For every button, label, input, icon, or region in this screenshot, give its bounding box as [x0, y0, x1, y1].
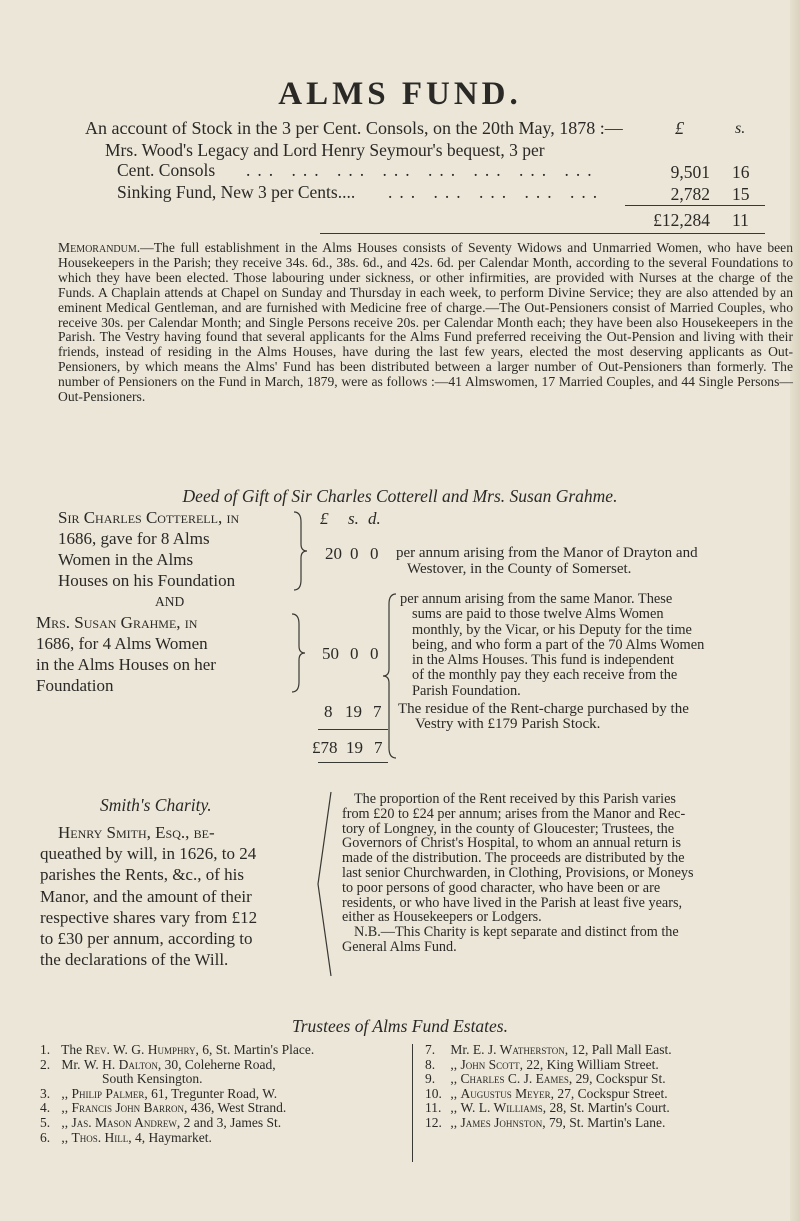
- deed-total-rule: [318, 729, 388, 730]
- mrs-grahme-l3: in the Alms Houses on her: [36, 655, 216, 674]
- smith-left-line: to £30 per annum, according to: [40, 929, 253, 949]
- trustee-item: 1. The Rev. W. G. Humphry, 6, St. Martin's Place.: [40, 1042, 315, 1057]
- sir-charles-pence: 0: [370, 544, 379, 563]
- sir-charles-l2: 1686, gave for 8 Alms: [58, 529, 210, 548]
- mrs-grahme-l4: Foundation: [36, 676, 114, 695]
- dot-leader: ... ... ... ... ... ... ... ...: [246, 160, 599, 180]
- memorandum: [58, 241, 793, 405]
- trustees-right-list: [425, 1043, 795, 1131]
- smith-heading: Smith's Charity.: [100, 795, 212, 815]
- trustees-heading: Trustees of Alms Fund Estates.: [291, 1016, 508, 1036]
- mrs-grahme-pence: 0: [370, 644, 379, 663]
- page-title: ALMS FUND.: [278, 76, 522, 112]
- deed-total-pence: 7: [374, 738, 383, 757]
- subtotal-rule: [625, 205, 765, 206]
- mrs-grahme-desc-line: sums are paid to those twelve Alms Women: [412, 606, 664, 623]
- mrs-grahme-l2: 1686, for 4 Alms Women: [36, 634, 208, 653]
- smith-right: [342, 792, 797, 955]
- trustee-item: South Kensington.: [102, 1071, 203, 1087]
- memorandum-lead: Memorandum.: [58, 240, 141, 255]
- trustee-item: 10. ,, Augustus Meyer, 27, Cockspur Street.: [425, 1085, 668, 1101]
- mrs-grahme-desc: [400, 592, 795, 699]
- deed-heading: Deed of Gift of Sir Charles Cotterell and Mrs. Susan Grahme.: [182, 486, 618, 506]
- sir-charles-entry: [58, 507, 239, 591]
- mrs-grahme-shillings: 0: [350, 644, 359, 663]
- brace-mrs-grahme: [290, 612, 310, 694]
- deed-total-rule: [318, 762, 388, 763]
- mrs-grahme-l1: Mrs. Susan Grahme, in: [36, 613, 198, 632]
- smith-right-line: last senior Churchwarden, in Clothing, Provisions, or Moneys: [342, 864, 694, 881]
- stock-total-shillings: 11: [732, 210, 749, 230]
- sir-charles-l1: Sir Charles Cotterell, in: [58, 508, 240, 527]
- trustees-left-list: [40, 1043, 410, 1145]
- trustee-item: 5. ,, Jas. Mason Andrew, 2 and 3, James St.: [40, 1114, 282, 1130]
- mrs-grahme-entry: [36, 612, 216, 696]
- stock-total-pounds: £12,284: [653, 210, 710, 230]
- smith-right-line: The proportion of the Rent received by this Parish varies: [354, 791, 676, 807]
- stock-line2-shillings: 15: [732, 184, 750, 204]
- deed-col-pound: £: [320, 509, 329, 528]
- mrs-grahme-desc-line: in the Alms Houses. This fund is independent: [412, 652, 674, 669]
- trustee-item: 8. ,, John Scott, 22, King William Street.: [425, 1056, 659, 1072]
- smith-left-line: Henry Smith, Esq., be-: [58, 823, 215, 842]
- mrs-grahme-desc-line: Parish Foundation.: [412, 682, 521, 699]
- trustee-item: 4. ,, Francis John Barron, 436, West Strand.: [40, 1100, 287, 1116]
- sir-charles-l4: Houses on his Foundation: [58, 571, 236, 590]
- brace-smith: [313, 790, 333, 978]
- mrs-grahme-desc-line: monthly, by the Vicar, or his Deputy for the time: [412, 621, 692, 638]
- stock-line2: Sinking Fund, New 3 per Cents....: [117, 182, 356, 202]
- mrs-grahme-desc-line: being, and who form a part of the 70 Alms Women: [412, 636, 705, 653]
- sir-charles-pounds: 20: [325, 544, 342, 563]
- trustee-item: 12. ,, James Johnston, 79, St. Martin's Lane.: [425, 1114, 666, 1130]
- sir-charles-l3: Women in the Alms: [58, 550, 194, 569]
- section-rule: [320, 233, 765, 234]
- deed-total-pounds: £78: [312, 738, 338, 757]
- stock-line1-pounds: 9,501: [670, 162, 710, 182]
- trustee-item: 3. ,, Philip Palmer, 61, Tregunter Road, W.: [40, 1085, 278, 1101]
- trustees-divider: [412, 1044, 413, 1162]
- smith-right-line: Governors of Christ's Hospital, to whom an annual return is: [342, 835, 682, 852]
- deed-col-shilling: s.: [348, 509, 359, 528]
- stock-line1a: Mrs. Wood's Legacy and Lord Henry Seymour's bequest, 3 per: [105, 140, 545, 160]
- mrs-grahme-pounds: 50: [322, 644, 339, 663]
- smith-right-line: residents, or who have lived in the Parish at least five years,: [342, 894, 683, 911]
- stock-intro: An account of Stock in the 3 per Cent. Consols, on the 20th May, 1878 :—: [85, 118, 623, 138]
- smith-right-line: from £20 to £24 per annum; arises from the Manor and Rec-: [342, 805, 686, 822]
- memorandum-text: —The full establishment in the Alms Houses consists of Seventy Widows and Unmarried Women, who have been Housekeepers in the Parish; they receive 34s. 6d., 38s. 6d., and 42s. 6d. per Calendar Month, according to the several Foundations to which they have been elected. Those labouring under sickness, or other infirmities, are provided with Nurses at the charge of the Funds. A Chaplain attends at Chapel on Sunday and Thursday in each week, to perform Divine Service; they are also attended by an eminent Medical Gentleman, and are furnished with Medicine free of charge.—The Out-Pensioners consist of Married Couples, who receive 30s. per Calendar Month; and Single Persons receive 20s. per Calendar Month each; they have been also Housekeepers in the Parish. The Vestry having found that several applicants for the Alms Fund preferred receiving the Out-Pension and living with their friends, instead of residing in the Alms Houses, have during the last few years, elected the most deserving applicants as Out-Pensioners, by which means the Alms' Fund has been distributed between a larger number of Out-Pensioners than formerly. The number of Pensioners on the Fund in March, 1879, were as follows :—41 Almswomen, 17 Married Couples, and 44 Single Persons—Out-Pensioners.: [58, 240, 793, 405]
- smith-right-line: tory of Longney, in the county of Gloucester; Trustees, the: [342, 820, 675, 837]
- stock-col-pound: £: [675, 118, 684, 138]
- residue-desc2: Vestry with £179 Parish Stock.: [415, 716, 601, 732]
- trustee-item: 9. ,, Charles C. J. Eames, 29, Cockspur St.: [425, 1071, 666, 1087]
- stock-line1b: Cent. Consols: [117, 160, 216, 180]
- stock-line2-pounds: 2,782: [670, 184, 710, 204]
- residue-desc1: The residue of the Rent-charge purchased by the: [398, 701, 689, 717]
- trustee-item: 7. Mr. E. J. Watherston, 12, Pall Mall East.: [425, 1042, 672, 1057]
- smith-left-line: parishes the Rents, &c., of his: [40, 865, 244, 885]
- stock-line1-shillings: 16: [732, 162, 750, 182]
- brace-sir-charles: [292, 510, 312, 592]
- smith-left-line: respective shares vary from £12: [40, 907, 258, 927]
- mrs-grahme-desc-line: per annum arising from the same Manor. These: [400, 591, 673, 607]
- deed-total-shillings: 19: [346, 738, 363, 757]
- residue-shillings: 19: [345, 702, 362, 721]
- smith-left: [40, 822, 312, 970]
- smith-right-line: N.B.—This Charity is kept separate and distinct from the: [354, 924, 679, 941]
- smith-right-line: made of the distribution. The proceeds are distributed by the: [342, 850, 685, 867]
- trustee-item: 11. ,, W. L. Williams, 28, St. Martin's Court.: [425, 1100, 670, 1116]
- deed-col-pence: d.: [368, 509, 381, 528]
- smith-left-line: queathed by will, in 1626, to 24: [40, 844, 257, 864]
- dot-leader: ... ... ... ... ...: [388, 182, 605, 202]
- smith-left-line: the declarations of the Will.: [40, 950, 229, 970]
- residue-pence: 7: [373, 702, 382, 721]
- sir-charles-desc1: per annum arising from the Manor of Drayton and: [396, 545, 698, 561]
- smith-right-line: General Alms Fund.: [342, 938, 457, 955]
- smith-right-line: either as Housekeepers or Lodgers.: [342, 909, 542, 926]
- trustee-item: 6. ,, Thos. Hill, 4, Haymarket.: [40, 1129, 212, 1145]
- residue-pounds: 8: [324, 702, 333, 721]
- smith-right-line: to poor persons of good character, who have been or are: [342, 879, 661, 896]
- stock-col-shilling: s.: [735, 120, 746, 137]
- sir-charles-shillings: 0: [350, 544, 359, 563]
- mrs-grahme-desc-line: of the monthly pay they each receive from the: [412, 667, 678, 684]
- smith-left-line: Manor, and the amount of their: [40, 886, 252, 906]
- brace-mrs-grahme-desc: [378, 592, 398, 760]
- and-connector: AND: [155, 594, 185, 609]
- trustee-item: 2. Mr. W. H. Dalton, 30, Coleherne Road,: [40, 1056, 276, 1072]
- sir-charles-desc2: Westover, in the County of Somerset.: [407, 561, 632, 577]
